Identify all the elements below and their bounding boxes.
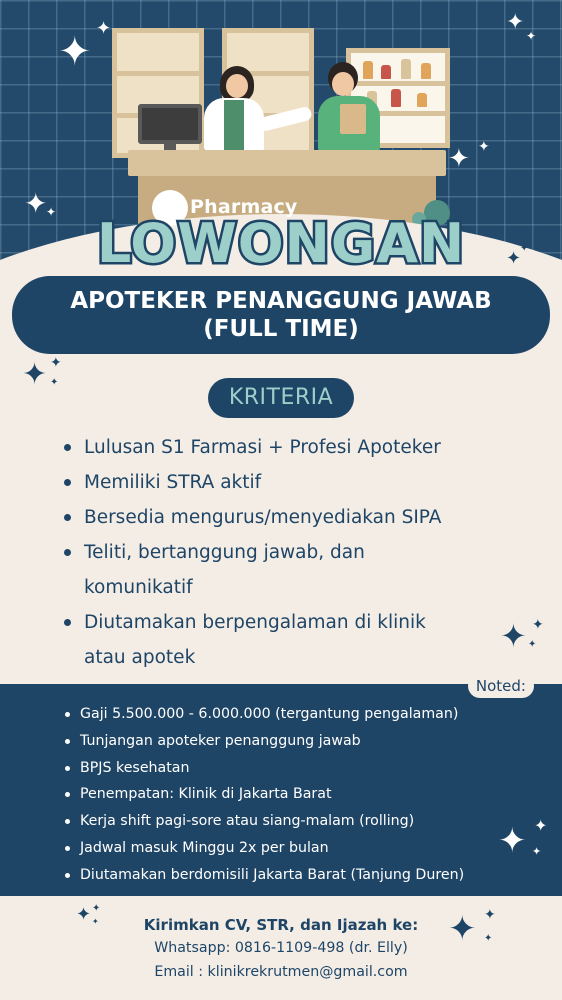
sparkle-icon: ✦ — [46, 205, 57, 219]
list-item: Memiliki STRA aktif — [62, 465, 532, 500]
sparkle-icon: ✦ — [532, 845, 542, 858]
sparkle-icon: ✦ — [448, 909, 477, 949]
sparkle-icon: ✦ — [500, 617, 527, 655]
list-item: BPJS kesehatan — [64, 755, 534, 782]
sparkle-icon: ✦ — [484, 933, 493, 944]
criteria-heading: KRITERIA — [208, 378, 354, 418]
sparkle-icon: ✦ — [92, 917, 99, 926]
contact-heading: Kirimkan CV, STR, dan Ijazah ke: — [143, 916, 419, 934]
sparkle-icon: ✦ — [520, 243, 529, 254]
sparkle-icon: ✦ — [50, 377, 59, 388]
sparkle-icon: ✦ — [532, 617, 544, 633]
sparkle-icon: ✦ — [526, 29, 537, 43]
sparkle-icon: ✦ — [448, 144, 470, 174]
list-item: Tunjangan apoteker penanggung jawab — [64, 728, 534, 755]
sparkle-icon: ✦ — [22, 357, 48, 392]
sparkle-icon: ✦ — [534, 816, 548, 835]
list-item: Penempatan: Klinik di Jakarta Barat — [64, 781, 534, 808]
computer-monitor — [138, 104, 202, 144]
contact-whatsapp: Whatsapp: 0816-1109-498 (dr. Elly) — [154, 940, 408, 956]
position-banner — [12, 276, 550, 354]
pharmacy-counter — [128, 150, 446, 176]
sparkle-icon: ✦ — [506, 248, 522, 269]
list-item: Kerja shift pagi-sore atau siang-malam (rolling) — [64, 808, 534, 835]
list-item: Jadwal masuk Minggu 2x per bulan — [64, 835, 534, 862]
sparkle-icon: ✦ — [50, 355, 62, 371]
pharmacy-brand: Pharmacy — [190, 196, 298, 218]
list-item: Diutamakan berdomisili Jakarta Barat (Tanjung Duren) — [64, 862, 534, 889]
sparkle-icon: ✦ — [76, 904, 92, 925]
position-type: (FULL TIME) — [203, 316, 359, 342]
list-item: Bersedia mengurus/menyediakan SIPA — [62, 500, 532, 535]
page-title: LOWONGAN — [96, 212, 466, 275]
sparkle-icon: ✦ — [498, 821, 527, 861]
benefits-list — [64, 701, 534, 889]
contact-email: Email : klinikrekrutmen@gmail.com — [154, 964, 408, 980]
sparkle-icon: ✦ — [484, 907, 496, 923]
list-item: Diutamakan berpengalaman di klinik atau apotek — [62, 605, 532, 675]
sparkle-icon: ✦ — [528, 639, 537, 650]
sparkle-icon: ✦ — [478, 139, 490, 155]
list-item: Lulusan S1 Farmasi + Profesi Apoteker — [62, 430, 532, 465]
sparkle-icon: ✦ — [24, 187, 48, 220]
list-item: Gaji 5.500.000 - 6.000.000 (tergantung pengalaman) — [64, 701, 534, 728]
position-title: APOTEKER PENANGGUNG JAWAB — [70, 288, 492, 314]
list-item: Teliti, bertanggung jawab, dan komunikatif — [62, 535, 532, 605]
contact-section — [0, 909, 562, 984]
sparkle-icon: ✦ — [92, 903, 101, 914]
sparkle-icon: ✦ — [506, 10, 525, 35]
sparkle-icon: ✦ — [58, 29, 92, 75]
noted-label: Noted: — [468, 674, 534, 698]
criteria-list — [62, 430, 532, 675]
sparkle-icon: ✦ — [96, 18, 112, 39]
